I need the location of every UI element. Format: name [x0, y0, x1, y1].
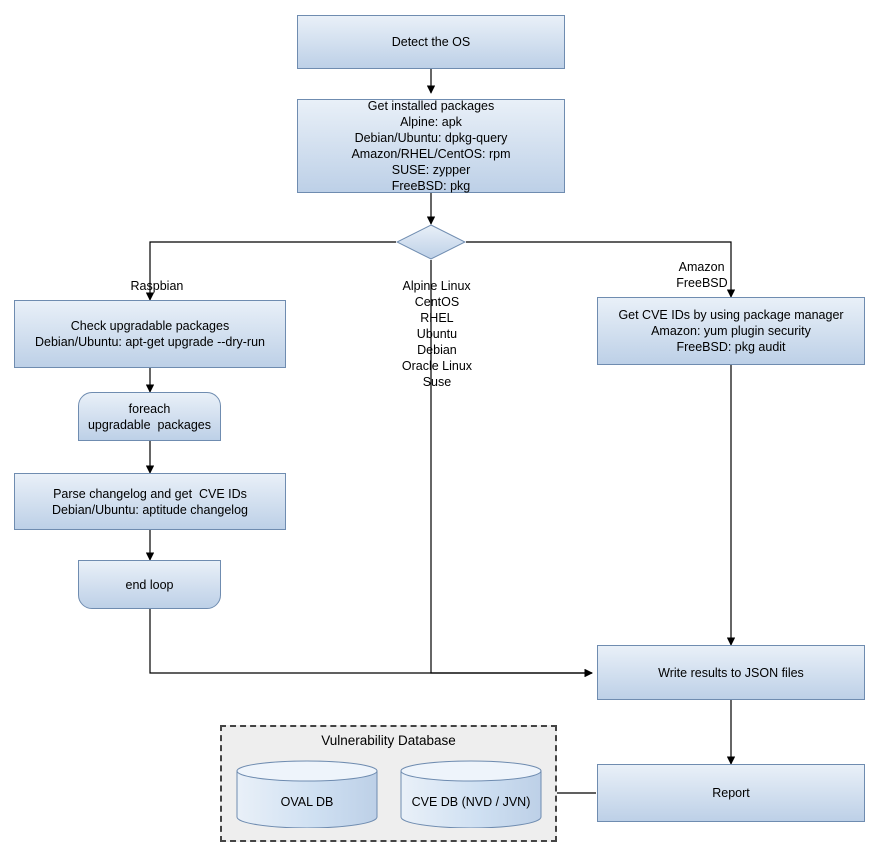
decision-diamond [396, 224, 466, 260]
edge-label-middle-distros [380, 262, 480, 406]
database-cve-db[interactable] [400, 760, 542, 828]
node-parse-changelog[interactable] [14, 473, 286, 530]
node-line: FreeBSD: pkg audit [676, 340, 786, 354]
node-line: Detect the OS [391, 35, 471, 49]
node-get-cve-ids-package-manager[interactable] [597, 297, 865, 365]
edge-label-line: Suse [422, 375, 452, 389]
node-foreach-upgradable-packages[interactable] [78, 392, 221, 441]
node-get-installed-packages[interactable] [297, 99, 565, 193]
edge-label-line: Debian [417, 343, 457, 357]
database-label: CVE DB (NVD / JVN) [411, 795, 531, 809]
node-line: Report [712, 786, 750, 800]
node-line: Amazon/RHEL/CentOS: rpm [351, 147, 511, 161]
node-check-upgradable-packages[interactable] [14, 300, 286, 368]
edge-label-line: Amazon [678, 260, 725, 274]
node-line: Debian/Ubuntu: dpkg-query [354, 131, 508, 145]
node-line: Debian/Ubuntu: aptitude changelog [52, 502, 248, 517]
node-line: Parse changelog and get CVE IDs [53, 486, 247, 501]
node-write-results-to-json[interactable] [597, 645, 865, 700]
edge-label-line: Ubuntu [416, 327, 458, 341]
edge-label-amazon-freebsd [640, 243, 750, 307]
node-line: Amazon: yum plugin security [651, 324, 811, 338]
node-report[interactable] [597, 764, 865, 822]
node-end-loop[interactable] [78, 560, 221, 609]
node-line: Check upgradable packages [70, 319, 230, 333]
node-line: SUSE: zypper [391, 163, 471, 177]
edge-label-raspbian [70, 262, 230, 310]
node-line: upgradable packages [87, 417, 211, 432]
edge-label-line: FreeBSD [676, 276, 728, 290]
database-oval-db[interactable] [236, 760, 378, 828]
node-line: Get CVE IDs by using package manager [618, 308, 844, 322]
edge-label-line: Oracle Linux [401, 359, 473, 373]
edge-label-line: CentOS [414, 295, 460, 309]
node-line: Write results to JSON files [658, 665, 804, 680]
database-label: OVAL DB [280, 795, 334, 809]
node-line: foreach [128, 401, 171, 416]
node-line: Get installed packages [367, 99, 495, 113]
node-line: end loop [125, 577, 174, 592]
edge-label-line: RHEL [420, 311, 454, 325]
node-detect-the-os[interactable] [297, 15, 565, 69]
edge-label-line: Raspbian [130, 279, 184, 293]
group-title: Vulnerability Database [321, 733, 456, 748]
node-line: Alpine: apk [400, 115, 462, 129]
edge-label-line: Alpine Linux [402, 279, 471, 293]
node-line: Debian/Ubuntu: apt-get upgrade --dry-run [35, 335, 265, 349]
node-line: FreeBSD: pkg [391, 179, 471, 193]
